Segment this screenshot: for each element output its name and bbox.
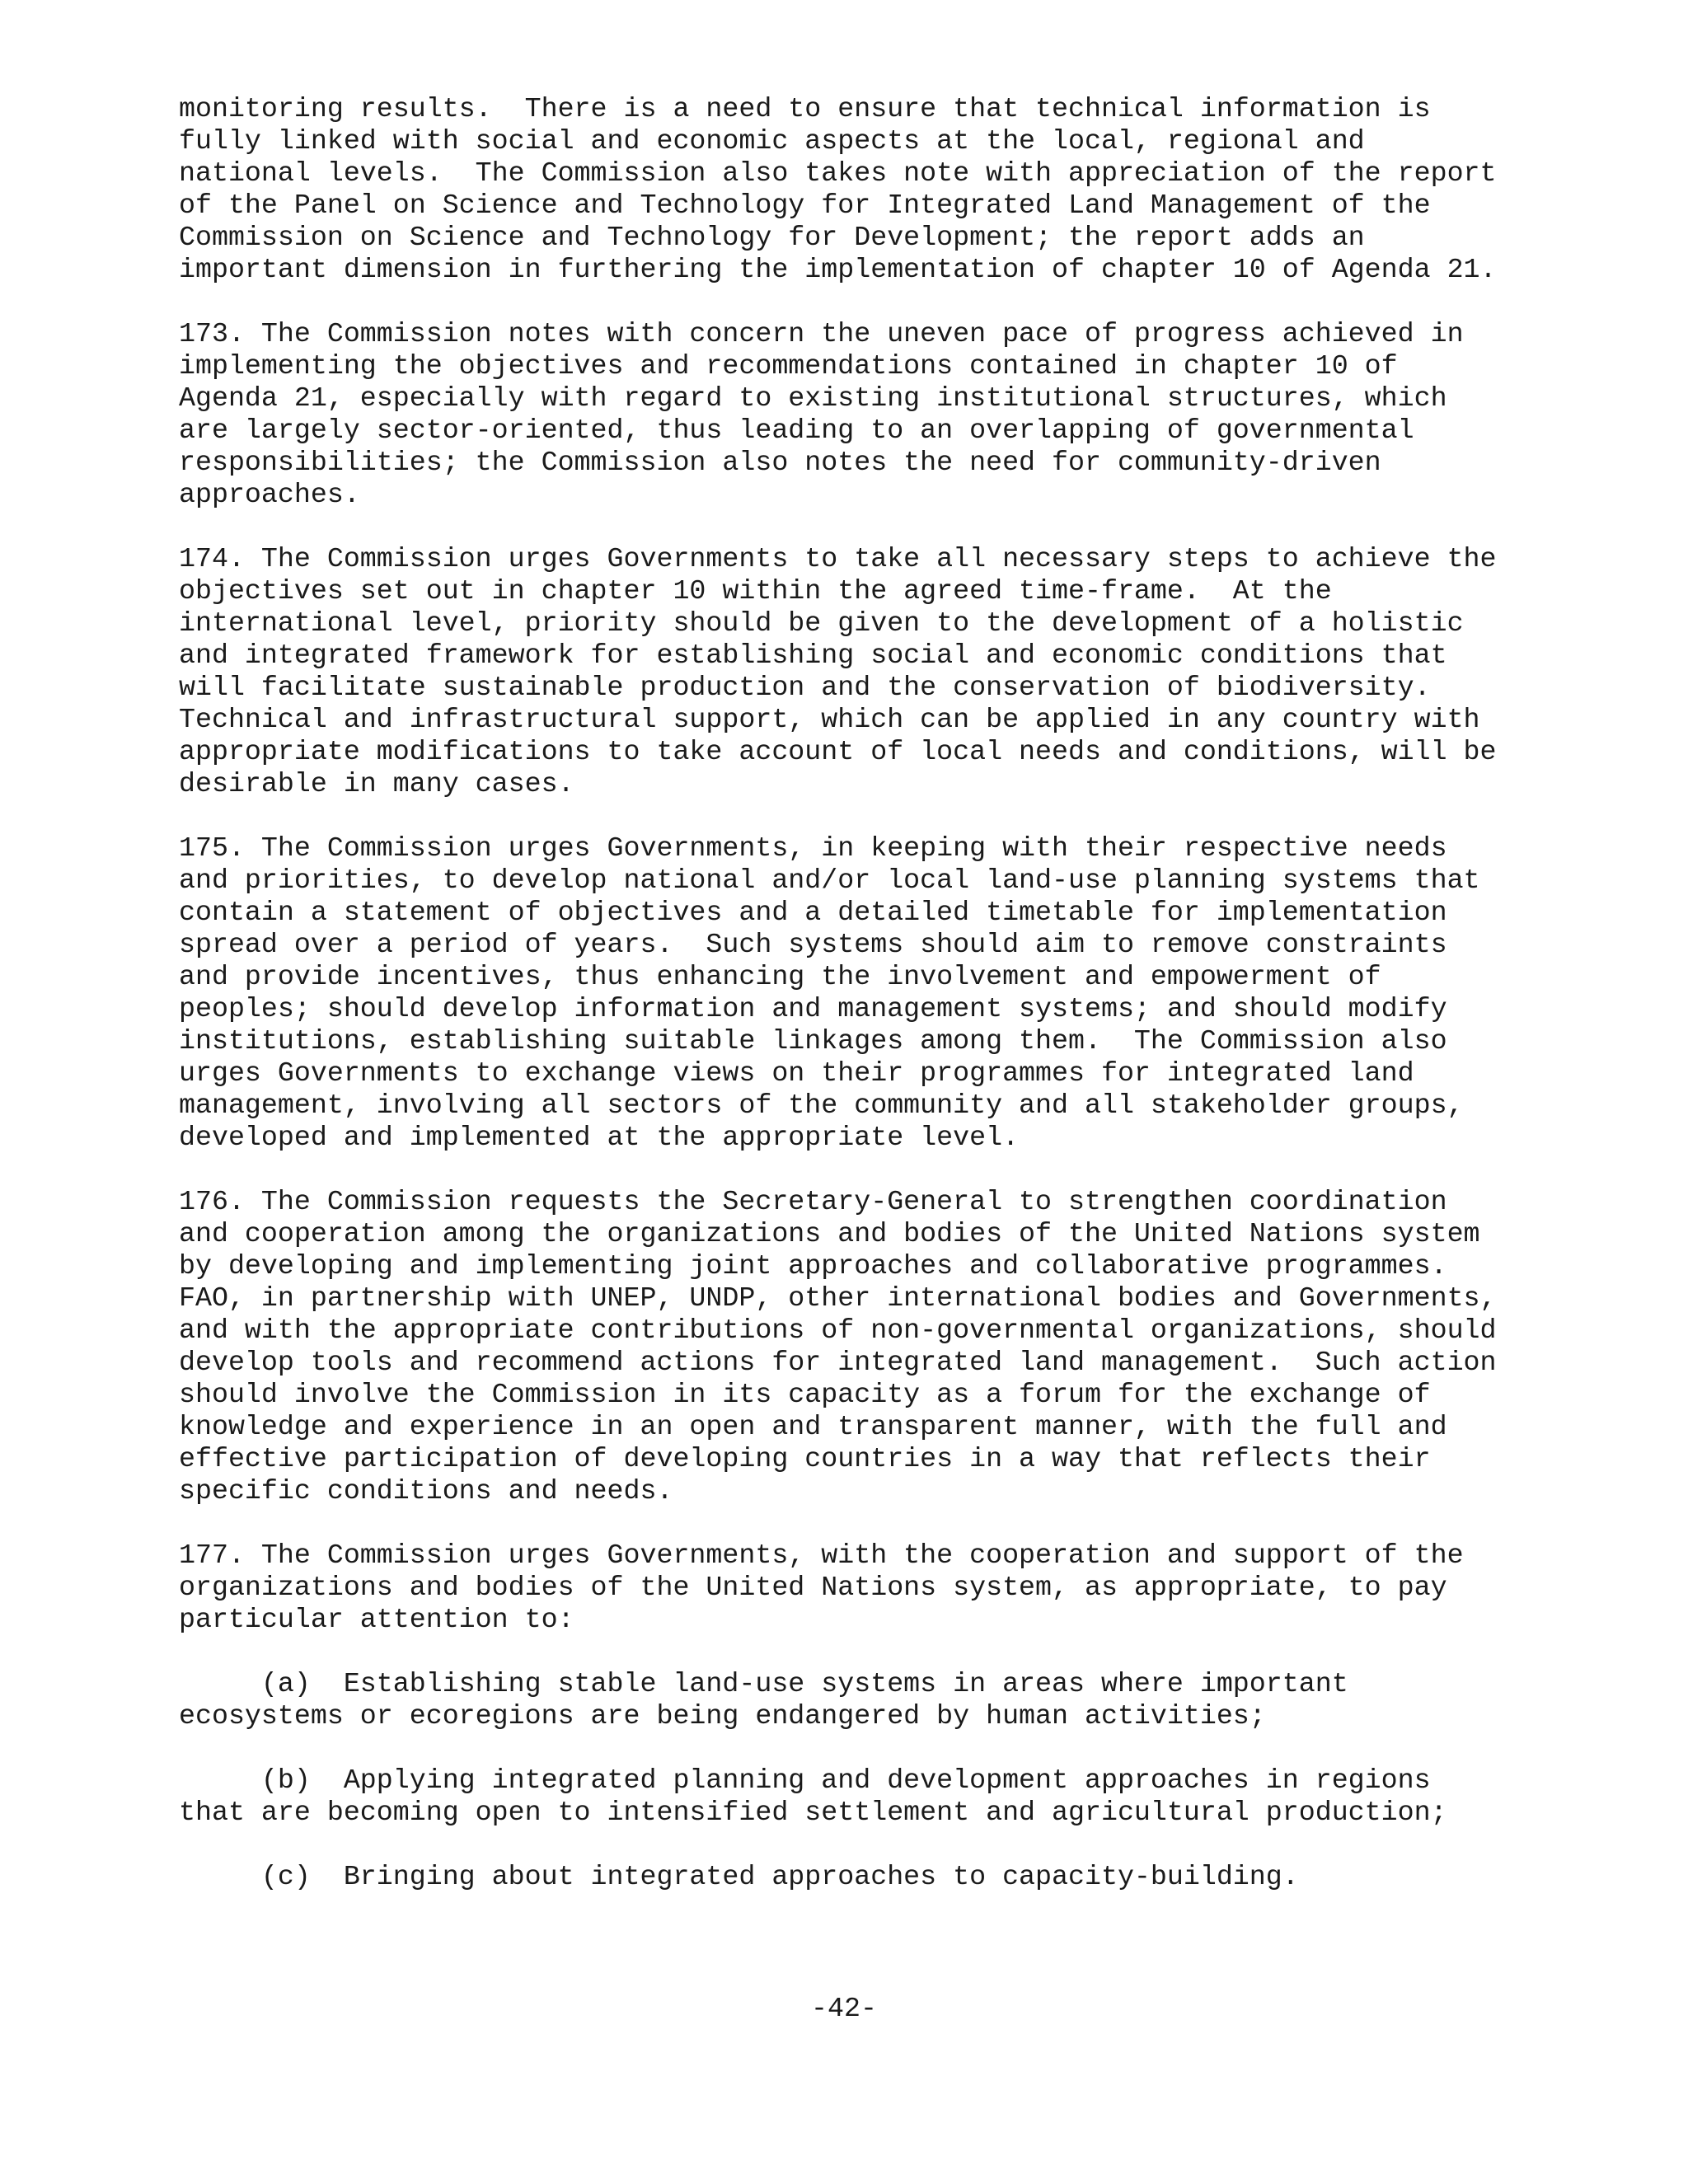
paragraph-173-line: approaches.	[179, 479, 360, 510]
paragraph-173-line: responsibilities; the Commission also notes the need for community-driven	[179, 447, 1381, 478]
paragraph-174-line: objectives set out in chapter 10 within the agreed time-frame. At the	[179, 575, 1332, 607]
subparagraph-b-line: (b) Applying integrated planning and development approaches in regions	[179, 1765, 1431, 1796]
subparagraph-b-line: that are becoming open to intensified settlement and agricultural production;	[179, 1797, 1447, 1828]
paragraph-174-line: will facilitate sustainable production and the conservation of biodiversity.	[179, 672, 1431, 703]
paragraph-176-line: develop tools and recommend actions for integrated land management. Such action	[179, 1347, 1497, 1378]
paragraph-176-line: and with the appropriate contributions of non-governmental organizations, should	[179, 1315, 1497, 1346]
page-number: -42-	[811, 1993, 877, 2024]
subparagraph-a-line: ecosystems or ecoregions are being endangered by human activities;	[179, 1700, 1266, 1732]
paragraph-175-line: contain a statement of objectives and a detailed timetable for implementation	[179, 897, 1447, 928]
paragraph-173-line: are largely sector-oriented, thus leading to an overlapping of governmental	[179, 415, 1414, 446]
paragraph-175-line: 175. The Commission urges Governments, in keeping with their respective needs	[179, 832, 1447, 864]
paragraph-175-line: developed and implemented at the appropriate level.	[179, 1122, 1020, 1153]
paragraph-177-line: 177. The Commission urges Governments, with the cooperation and support of the	[179, 1540, 1464, 1571]
paragraph-176-line: and cooperation among the organizations and bodies of the United Nations system	[179, 1218, 1480, 1249]
paragraph-175-line: institutions, establishing suitable linkages among them. The Commission also	[179, 1025, 1447, 1057]
paragraph-174-line: Technical and infrastructural support, which can be applied in any country with	[179, 704, 1480, 735]
paragraph-177-line: organizations and bodies of the United Nations system, as appropriate, to pay	[179, 1572, 1447, 1603]
subparagraph-c-line: (c) Bringing about integrated approaches to capacity-building.	[179, 1861, 1299, 1892]
paragraph-176-line: 176. The Commission requests the Secretary-General to strengthen coordination	[179, 1186, 1447, 1217]
text-line: of the Panel on Science and Technology for Integrated Land Management of the	[179, 190, 1431, 221]
paragraph-175-line: spread over a period of years. Such systems should aim to remove constraints	[179, 929, 1447, 960]
paragraph-175-line: and priorities, to develop national and/or local land-use planning systems that	[179, 865, 1480, 896]
paragraph-174-line: and integrated framework for establishing social and economic conditions that	[179, 640, 1447, 671]
paragraph-176-line: specific conditions and needs.	[179, 1475, 673, 1507]
paragraph-176-line: effective participation of developing countries in a way that reflects their	[179, 1443, 1431, 1474]
paragraph-176-line: should involve the Commission in its capacity as a forum for the exchange of	[179, 1379, 1431, 1410]
paragraph-176-line: by developing and implementing joint approaches and collaborative programmes.	[179, 1250, 1447, 1282]
text-line: national levels. The Commission also takes note with appreciation of the report	[179, 157, 1497, 189]
paragraph-173-line: 173. The Commission notes with concern the uneven pace of progress achieved in	[179, 318, 1464, 349]
paragraph-174-line: 174. The Commission urges Governments to take all necessary steps to achieve the	[179, 543, 1497, 574]
paragraph-176-line: knowledge and experience in an open and transparent manner, with the full and	[179, 1411, 1447, 1442]
text-line: important dimension in furthering the implementation of chapter 10 of Agenda 21.	[179, 254, 1497, 285]
text-line: monitoring results. There is a need to ensure that technical information is	[179, 93, 1431, 124]
text-line: fully linked with social and economic aspects at the local, regional and	[179, 125, 1365, 157]
paragraph-175-line: urges Governments to exchange views on their programmes for integrated land	[179, 1057, 1414, 1089]
text-line: Commission on Science and Technology for Development; the report adds an	[179, 222, 1365, 253]
paragraph-174-line: appropriate modifications to take account of local needs and conditions, will be	[179, 736, 1497, 767]
paragraph-177-line: particular attention to:	[179, 1604, 574, 1635]
paragraph-173-line: implementing the objectives and recommendations contained in chapter 10 of	[179, 350, 1398, 382]
paragraph-176-line: FAO, in partnership with UNEP, UNDP, other international bodies and Governments,	[179, 1282, 1497, 1314]
paragraph-173-line: Agenda 21, especially with regard to existing institutional structures, which	[179, 382, 1447, 414]
paragraph-174-line: international level, priority should be given to the development of a holistic	[179, 607, 1464, 639]
subparagraph-a-line: (a) Establishing stable land-use systems in areas where important	[179, 1668, 1348, 1699]
paragraph-174-line: desirable in many cases.	[179, 768, 574, 799]
paragraph-175-line: peoples; should develop information and management systems; and should modify	[179, 993, 1447, 1024]
paragraph-175-line: and provide incentives, thus enhancing the involvement and empowerment of	[179, 961, 1381, 992]
paragraph-175-line: management, involving all sectors of the community and all stakeholder groups,	[179, 1090, 1464, 1121]
